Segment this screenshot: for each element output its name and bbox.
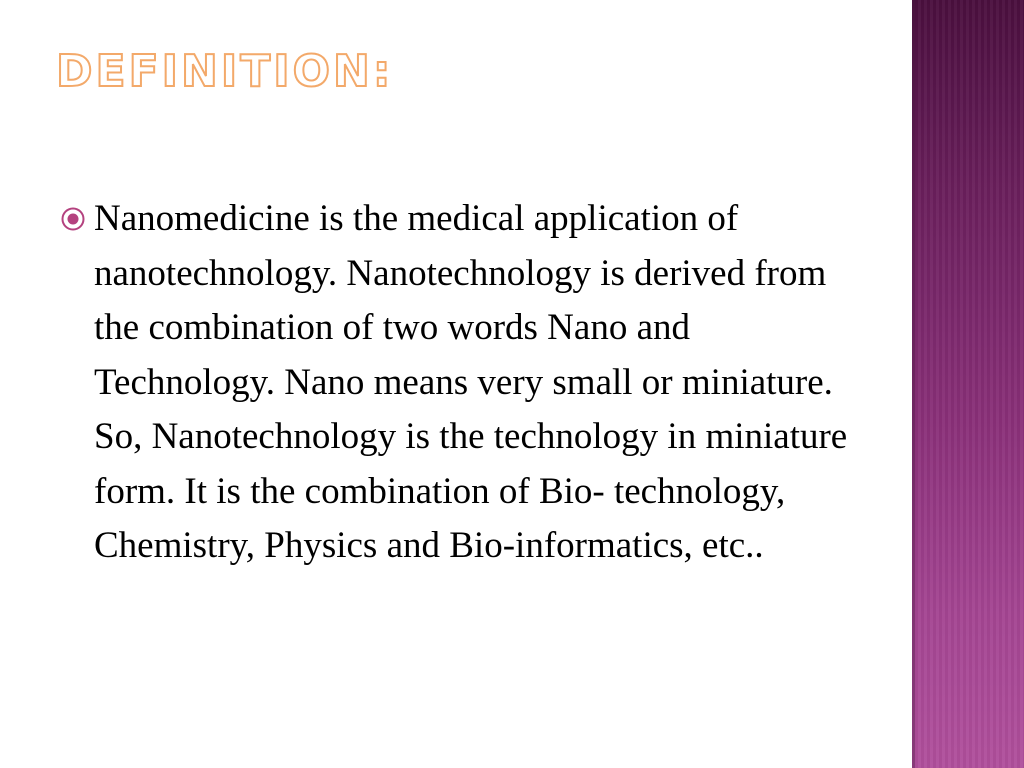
bullet-item — [58, 192, 858, 574]
slide-title: DEFINITION: — [56, 46, 394, 97]
slide-content — [58, 192, 858, 574]
decorative-side-band — [912, 0, 1024, 768]
circled-dot-bullet-icon — [60, 206, 86, 232]
side-band-edge — [912, 0, 915, 768]
bullet-text: Nanomedicine is the medical application of nanotechnology. Nanotechnology is derived from the combination of two words Nano and Technology. Nano means very small or miniature. So, Nanotechnology is the technology in miniature form. It is the combination of Bio- technology, Chemistry, Physics and Bio-informatics, etc.. — [94, 198, 848, 566]
